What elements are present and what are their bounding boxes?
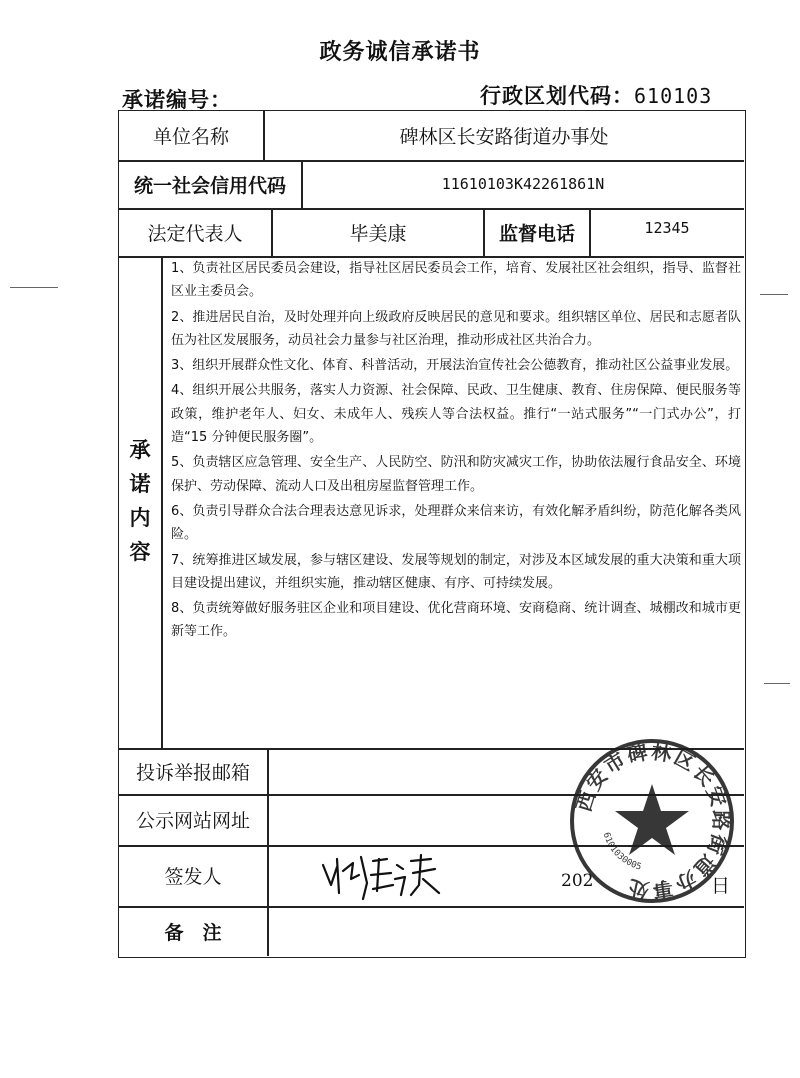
credit-code-label: 统一社会信用代码 xyxy=(133,174,286,197)
region-code xyxy=(480,80,712,110)
legal-rep-label: 法定代表人 xyxy=(147,222,243,245)
issuer-label: 签发人 xyxy=(164,866,222,888)
commitment-label-char: 内 xyxy=(129,506,151,530)
commitment-label-char: 承 xyxy=(129,438,151,462)
commitment-item: 2、推进居民自治，及时处理并向上级政府反映居民的意见和要求。组织辖区单位、居民和志愿者队伍为社区发展服务，动员社会力量参与社区治理，推动形成社区共治合力。 xyxy=(171,309,741,348)
unit-name-label: 单位名称 xyxy=(152,126,229,148)
commitment-item: 8、负责统筹做好服务驻区企业和项目建设、优化营商环境、安商稳商、统计调查、城棚改和城市更新等工作。 xyxy=(171,601,741,640)
commitment-item: 1、负责社区居民委员会建设，指导社区居民委员会工作，培育、发展社区社会组织，指导、监督社区业主委员会。 xyxy=(171,261,741,300)
remarks-label: 备 注 xyxy=(164,921,222,944)
commitment-item: 7、统筹推进区域发展，参与辖区建设、发展等规划的制定，对涉及本区域发展的重大决策和重大项目建设提出建议，并组织实施，推动辖区健康、有序、可持续发展。 xyxy=(171,552,741,591)
commitment-form-table xyxy=(118,110,746,958)
hotline-value: 12345 xyxy=(644,219,690,237)
commitment-label-char: 容 xyxy=(129,540,151,564)
document-title: 政务诚信承诺书 xyxy=(319,39,481,65)
scan-artifact xyxy=(760,294,788,295)
commitment-list xyxy=(171,257,741,646)
commitment-number-label: 承诺编号： xyxy=(122,88,232,112)
svg-text:6101030005: 6101030005 xyxy=(600,831,643,873)
col-divider xyxy=(267,906,269,956)
scan-artifact xyxy=(10,287,58,288)
hotline-label: 监督电话 xyxy=(498,222,575,245)
legal-rep-value: 毕美康 xyxy=(349,222,407,245)
region-code-label: 行政区划代码： xyxy=(480,84,634,108)
unit-name-value: 碑林区长安路街道办事处 xyxy=(399,126,609,148)
commitment-item: 6、负责引导群众合法合理表达意见诉求，处理群众来信来访，有效化解矛盾纠纷，防范化解各类风险。 xyxy=(171,503,741,543)
svg-text:西安市碑林区长安路街道办事处: 西安市碑林区长安路街道办事处 xyxy=(571,739,734,903)
date-day-char: 日 xyxy=(711,875,731,897)
complaint-email-label: 投诉举报邮箱 xyxy=(135,761,250,784)
official-seal xyxy=(567,736,737,906)
commitment-label-char: 诺 xyxy=(129,472,151,496)
scan-artifact xyxy=(764,683,790,684)
credit-code-value: 11610103K42261861N xyxy=(441,175,605,193)
commitment-item: 4、组织开展公共服务，落实人力资源、社会保障、民政、卫生健康、教育、住房保障、便民服务等政策，维护老年人、妇女、未成年人、残疾人等合法权益。推行“一站式服务”“一门式办公”，打造“15 分钟便民服务圈”。 xyxy=(171,383,741,446)
commitment-item: 5、负责辖区应急管理、安全生产、人民防空、防汛和防灾减灾工作，协助依法履行食品安全、环境保护、劳动保障、流动人口及出租房屋监督管理工作。 xyxy=(171,455,741,494)
col-divider xyxy=(161,256,163,748)
website-label: 公示网站网址 xyxy=(135,810,250,832)
region-code-value: 610103 xyxy=(634,84,713,108)
handwritten-signature xyxy=(317,849,447,907)
date-prefix: 202 xyxy=(561,871,594,891)
commitment-item: 3、组织开展群众性文化、体育、科普活动，开展法治宣传社会公德教育，推动社区公益事业发展。 xyxy=(171,358,739,374)
commitment-content-label xyxy=(119,256,161,746)
